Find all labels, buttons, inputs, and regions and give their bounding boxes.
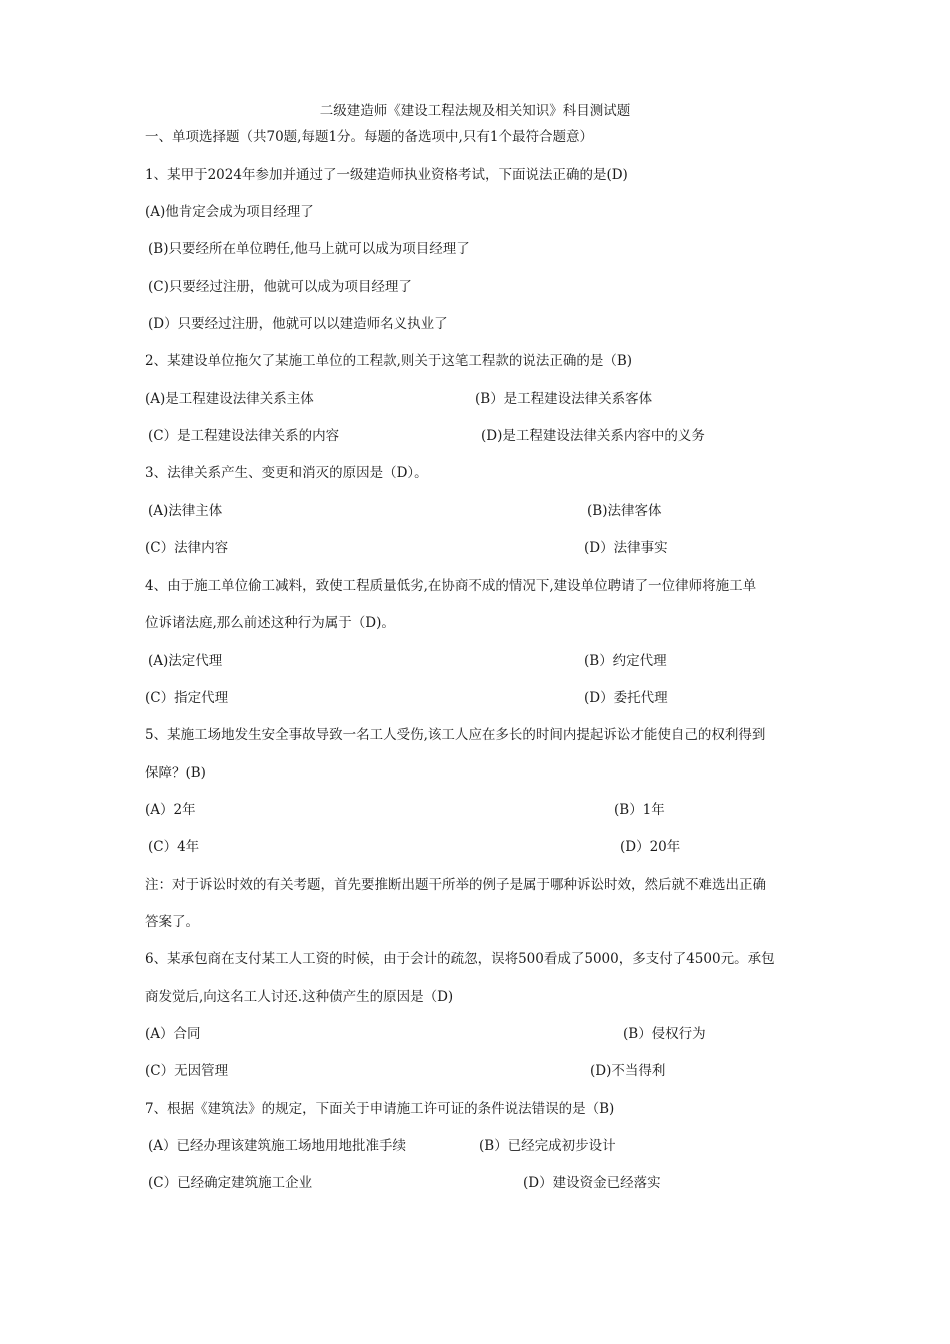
- question-1-option-c: (C)只要经过注册，他就可以成为项目经理了: [148, 279, 412, 295]
- question-7-option-b: (B）已经完成初步设计: [479, 1138, 616, 1154]
- question-6-option-c: (C）无因管理: [145, 1063, 229, 1079]
- question-7-option-c: (C）已经确定建筑施工企业: [148, 1175, 313, 1191]
- question-5-stem-line-2: 保障？(B): [145, 765, 206, 781]
- question-5-stem-line-1: 5、某施工场地发生安全事故导致一名工人受伤,该工人应在多长的时间内提起诉讼才能使自己的权利得到: [145, 727, 766, 743]
- question-6-option-d: (D)不当得利: [590, 1063, 666, 1079]
- question-1-option-a: (A)他肯定会成为项目经理了: [145, 204, 314, 220]
- question-5-option-b: (B）1年: [614, 802, 665, 818]
- question-3-option-d: (D）法律事实: [584, 540, 668, 556]
- question-7-stem: 7、根据《建筑法》的规定，下面关于申请施工许可证的条件说法错误的是（B): [145, 1101, 615, 1117]
- question-2-stem: 2、某建设单位拖欠了某施工单位的工程款,则关于这笔工程款的说法正确的是（B): [145, 353, 633, 369]
- question-4-option-d: (D）委托代理: [584, 690, 668, 706]
- question-1-option-d: (D）只要经过注册，他就可以以建造师名义执业了: [148, 316, 448, 332]
- question-1-stem: 1、某甲于2024年参加并通过了一级建造师执业资格考试，下面说法正确的是(D): [145, 167, 628, 183]
- question-4-stem-line-2: 位诉诸法庭,那么前述这种行为属于（D)。: [145, 615, 395, 631]
- section-heading: 一、单项选择题（共70题,每题1分。每题的备选项中,只有1个最符合题意）: [145, 129, 593, 145]
- question-3-option-c: (C）法律内容: [145, 540, 229, 556]
- question-2-option-c: (C）是工程建设法律关系的内容: [148, 428, 340, 444]
- question-6-stem-line-2: 商发觉后,向这名工人讨还.这种债产生的原因是（D): [145, 989, 454, 1005]
- question-5-option-a: (A）2年: [145, 802, 196, 818]
- question-3-option-b: (B)法律客体: [587, 503, 662, 519]
- question-2-option-d: (D)是工程建设法律关系内容中的义务: [481, 428, 705, 444]
- question-3-option-a: (A)法律主体: [148, 503, 223, 519]
- question-6-option-b: (B）侵权行为: [623, 1026, 706, 1042]
- question-6-option-a: (A）合同: [145, 1026, 201, 1042]
- question-4-stem-line-1: 4、由于施工单位偷工减料，致使工程质量低劣,在协商不成的情况下,建设单位聘请了一位律师将施工单: [145, 578, 757, 594]
- question-4-option-a: (A)法定代理: [148, 653, 223, 669]
- question-7-option-a: (A）已经办理该建筑施工场地用地批准手续: [148, 1138, 407, 1154]
- question-2-option-a: (A)是工程建设法律关系主体: [145, 391, 314, 407]
- question-5-option-d: (D）20年: [620, 839, 681, 855]
- question-5-option-c: (C）4年: [148, 839, 200, 855]
- question-3-stem: 3、法律关系产生、变更和消灭的原因是（D）。: [145, 465, 428, 481]
- question-6-stem-line-1: 6、某承包商在支付某工人工资的时候，由于会计的疏忽，误将500看成了5000，多支付了4500元。承包: [145, 951, 775, 967]
- question-7-option-d: (D）建设资金已经落实: [523, 1175, 661, 1191]
- question-1-option-b: (B)只要经所在单位聘任,他马上就可以成为项目经理了: [148, 241, 470, 257]
- page-title: 二级建造师《建设工程法规及相关知识》科目测试题: [319, 103, 631, 119]
- question-2-option-b: (B）是工程建设法律关系客体: [475, 391, 653, 407]
- note-line-2: 答案了。: [145, 914, 199, 930]
- note-line-1: 注：对于诉讼时效的有关考题，首先要推断出题干所举的例子是属于哪种诉讼时效，然后就不难选出正确: [145, 877, 766, 893]
- question-4-option-b: (B）约定代理: [584, 653, 667, 669]
- question-4-option-c: (C）指定代理: [145, 690, 229, 706]
